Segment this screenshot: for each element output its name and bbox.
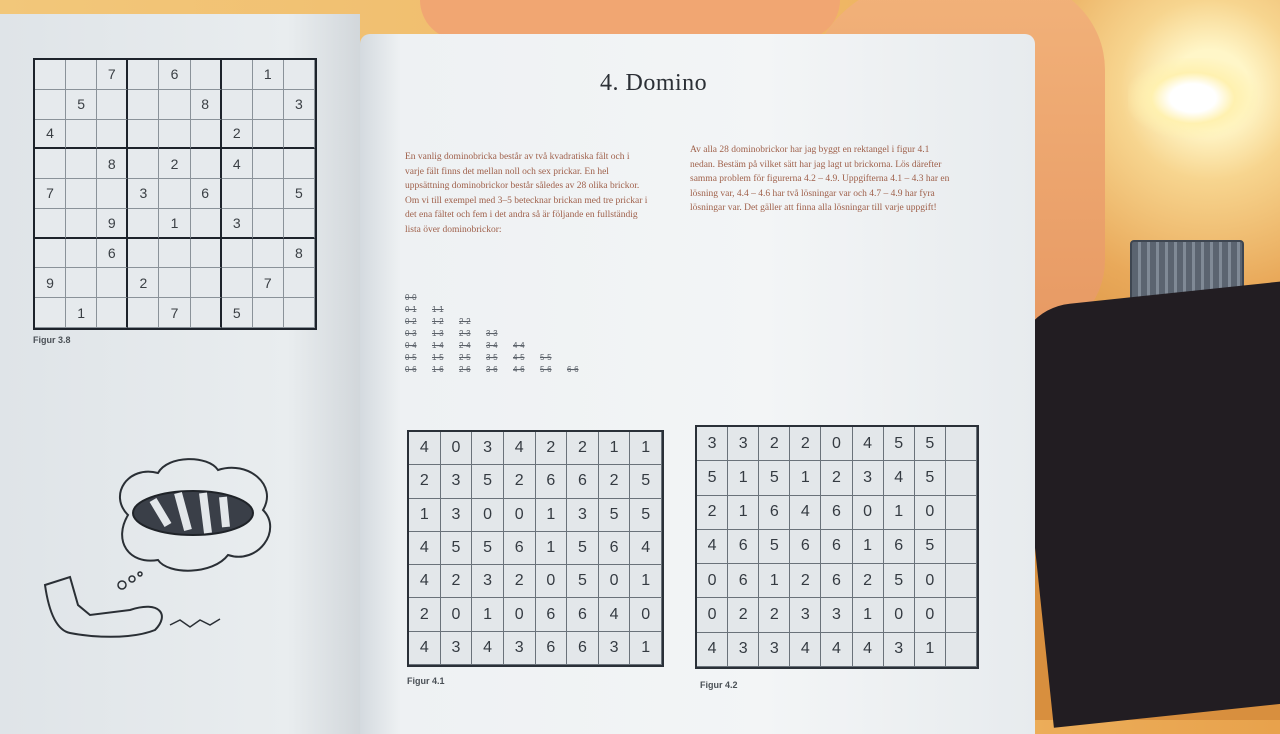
domino-grid-cell: 4: [790, 633, 821, 667]
domino-grid-cell: 6: [567, 598, 599, 631]
domino-grid-cell: 4: [821, 633, 852, 667]
domino-grid-cell: 2: [759, 427, 790, 461]
sudoku-cell: [128, 239, 159, 269]
sudoku-cell: [35, 298, 66, 328]
domino-list-row: [405, 316, 635, 328]
sudoku-cell: 5: [66, 90, 97, 120]
domino-grid-cell: [946, 633, 977, 667]
domino-grid-cell: 1: [630, 432, 662, 465]
domino-grid-cell: 3: [472, 565, 504, 598]
sudoku-cell: [253, 149, 284, 179]
sudoku-cell: [97, 268, 128, 298]
sudoku-cell: [35, 60, 66, 90]
sudoku-cell: [66, 268, 97, 298]
domino-grid-cell: 0: [599, 565, 631, 598]
domino-grid-cell: 4: [504, 432, 536, 465]
sudoku-cell: [191, 209, 222, 239]
domino-list-item: 4-5: [513, 353, 525, 362]
chapter-title: 4. Domino: [600, 70, 708, 96]
sudoku-cell: [35, 149, 66, 179]
domino-grid-cell: [946, 598, 977, 632]
sudoku-cell: [66, 239, 97, 269]
sudoku-cell: 8: [191, 90, 222, 120]
domino-grid-cell: 0: [884, 598, 915, 632]
sudoku-cell: [97, 120, 128, 150]
domino-list-item: 0-1: [405, 305, 417, 314]
domino-grid-cell: 6: [536, 632, 568, 665]
thought-bubble-illustration: [108, 455, 278, 575]
domino-grid-cell: 5: [915, 530, 946, 564]
domino-grid-cell: 5: [884, 427, 915, 461]
domino-grid-cell: 0: [853, 496, 884, 530]
domino-list-item: 1-6: [432, 365, 444, 374]
domino-grid-cell: 2: [441, 565, 473, 598]
domino-grid-cell: 3: [884, 633, 915, 667]
domino-grid-cell: 3: [853, 461, 884, 495]
domino-grid-cell: 6: [504, 532, 536, 565]
domino-grid-cell: 0: [697, 564, 728, 598]
domino-list-item: 0-2: [405, 317, 417, 326]
task-paragraph: Av alla 28 dominobrickor har jag byggt en rektangel i figur 4.1 nedan. Bestäm på vilket sätt har jag lagt ut brickorna. Lös därefter samma problem för figurerna 4.2 – 4.9. Uppgifterna 4.1 – 4.3 har en lösning var, 4.4 – 4.6 har två lösningar var och 4.7 – 4.9 har fyra lösningar var. Det gäller att finna alla lösningar till varje uppgift!: [690, 145, 950, 213]
sudoku-cell: 6: [97, 239, 128, 269]
sudoku-cell: [66, 60, 97, 90]
domino-grid-cell: 1: [853, 530, 884, 564]
sudoku-cell: 1: [66, 298, 97, 328]
domino-grid-cell: 4: [409, 532, 441, 565]
domino-grid-cell: 4: [790, 496, 821, 530]
domino-list-item: 0-4: [405, 341, 417, 350]
domino-grid-cell: [946, 427, 977, 461]
sudoku-cell: [191, 298, 222, 328]
domino-grid-cell: 1: [853, 598, 884, 632]
domino-grid-cell: 6: [536, 598, 568, 631]
intro-paragraph: En vanlig dominobricka består av två kvadratiska fält och i varje fält finns det mellan noll och sex prickar. En hel uppsättning dominobrickor består således av 28 olika brickor. Om vi till exempel med 3–5 betecknar brickan med tre prickar i det ena fältet och fem i det andra så är följande en fullständig lista över dominobrickor:: [405, 152, 648, 235]
domino-list-item: 3-4: [486, 341, 498, 350]
domino-list-item: 5-6: [540, 365, 552, 374]
sudoku-cell: [191, 120, 222, 150]
sudoku-cell: [128, 209, 159, 239]
sudoku-cell: [159, 268, 190, 298]
sudoku-cell: 5: [222, 298, 253, 328]
sudoku-cell: [284, 268, 315, 298]
sudoku-cell: [191, 239, 222, 269]
domino-grid-cell: 5: [472, 465, 504, 498]
domino-grid-cell: 1: [728, 461, 759, 495]
domino-grid-cell: 5: [759, 461, 790, 495]
sudoku-cell: [253, 90, 284, 120]
domino-grid-cell: 6: [821, 530, 852, 564]
domino-list-item: 4-6: [513, 365, 525, 374]
domino-grid-cell: 4: [472, 632, 504, 665]
sudoku-cell: [66, 149, 97, 179]
domino-list-item: 3-5: [486, 353, 498, 362]
domino-grid-cell: [946, 530, 977, 564]
sudoku-cell: [66, 120, 97, 150]
sudoku-cell: [159, 120, 190, 150]
domino-grid-cell: 2: [821, 461, 852, 495]
domino-grid-cell: 6: [536, 465, 568, 498]
domino-grid-cell: 2: [409, 465, 441, 498]
sudoku-cell: [128, 120, 159, 150]
domino-grid-cell: 5: [884, 564, 915, 598]
sudoku-cell: 2: [128, 268, 159, 298]
domino-grid-cell: 3: [441, 499, 473, 532]
sudoku-cell: [284, 60, 315, 90]
domino-list-item: 3-6: [486, 365, 498, 374]
domino-grid-cell: 5: [915, 461, 946, 495]
domino-list-item: 0-6: [405, 365, 417, 374]
domino-grid-cell: 3: [567, 499, 599, 532]
domino-grid-cell: 3: [790, 598, 821, 632]
domino-grid-cell: 1: [759, 564, 790, 598]
sudoku-grid: [33, 58, 317, 330]
domino-grid-cell: 6: [821, 496, 852, 530]
sudoku-cell: [253, 239, 284, 269]
domino-list-item: 5-5: [540, 353, 552, 362]
domino-grid-cell: 3: [599, 632, 631, 665]
sudoku-cell: [159, 90, 190, 120]
sudoku-cell: 2: [159, 149, 190, 179]
domino-grid-figure-4-2: [695, 425, 979, 669]
domino-grid-cell: 2: [536, 432, 568, 465]
domino-grid-cell: 0: [915, 564, 946, 598]
domino-list-row: [405, 292, 635, 304]
domino-grid-figure-4-1: [407, 430, 664, 667]
domino-grid-cell: 1: [790, 461, 821, 495]
domino-grid-cell: 2: [790, 427, 821, 461]
sudoku-cell: [253, 298, 284, 328]
domino-list-item: 2-4: [459, 341, 471, 350]
domino-grid-cell: 4: [697, 530, 728, 564]
domino-grid-cell: 0: [504, 598, 536, 631]
domino-grid-cell: 0: [536, 565, 568, 598]
domino-list-item: 2-3: [459, 329, 471, 338]
domino-grid-cell: 5: [567, 532, 599, 565]
sudoku-cell: [253, 209, 284, 239]
sudoku-cell: [222, 179, 253, 209]
domino-list-item: 6-6: [567, 365, 579, 374]
sudoku-cell: [222, 60, 253, 90]
domino-grid-cell: 3: [728, 633, 759, 667]
sudoku-cell: 5: [284, 179, 315, 209]
domino-list-item: 4-4: [513, 341, 525, 350]
domino-grid-cell: [946, 564, 977, 598]
domino-grid-cell: 3: [441, 632, 473, 665]
domino-grid-cell: 1: [630, 632, 662, 665]
domino-grid-cell: 5: [567, 565, 599, 598]
domino-list-item: 0-0: [405, 293, 417, 302]
domino-grid-cell: 2: [409, 598, 441, 631]
sudoku-cell: 9: [35, 268, 66, 298]
sudoku-cell: 4: [35, 120, 66, 150]
figure-4-2-label: Figur 4.2: [700, 680, 738, 690]
domino-grid-cell: 4: [884, 461, 915, 495]
sudoku-cell: [97, 179, 128, 209]
domino-list: [405, 292, 635, 376]
sudoku-cell: 6: [191, 179, 222, 209]
sudoku-figure-label: Figur 3.8: [33, 335, 71, 345]
domino-grid-cell: 4: [409, 565, 441, 598]
sudoku-cell: [159, 179, 190, 209]
dark-sleeve: [1010, 281, 1280, 728]
domino-grid-cell: 1: [536, 532, 568, 565]
sleeping-figure-illustration: [30, 565, 230, 645]
domino-grid-cell: 3: [697, 427, 728, 461]
sudoku-cell: [35, 239, 66, 269]
domino-list-row: [405, 364, 635, 376]
domino-grid-cell: 2: [504, 565, 536, 598]
domino-grid-cell: 3: [821, 598, 852, 632]
domino-list-item: 1-3: [432, 329, 444, 338]
sudoku-cell: [66, 179, 97, 209]
sudoku-cell: [128, 149, 159, 179]
domino-grid-cell: 0: [441, 432, 473, 465]
domino-grid-cell: 6: [567, 632, 599, 665]
domino-grid-cell: 5: [630, 499, 662, 532]
sudoku-cell: [66, 209, 97, 239]
domino-list-item: 2-2: [459, 317, 471, 326]
domino-grid-cell: 2: [759, 598, 790, 632]
sudoku-cell: [97, 298, 128, 328]
sudoku-cell: [128, 60, 159, 90]
sudoku-cell: 3: [284, 90, 315, 120]
sudoku-cell: 4: [222, 149, 253, 179]
sudoku-cell: [222, 90, 253, 120]
domino-grid-cell: 1: [472, 598, 504, 631]
domino-grid-cell: 5: [759, 530, 790, 564]
sudoku-cell: [191, 268, 222, 298]
domino-list-item: 2-5: [459, 353, 471, 362]
domino-grid-cell: 4: [409, 432, 441, 465]
domino-grid-cell: 5: [697, 461, 728, 495]
sudoku-cell: 7: [97, 60, 128, 90]
sudoku-cell: [191, 149, 222, 179]
sudoku-cell: [222, 239, 253, 269]
sudoku-cell: 8: [97, 149, 128, 179]
domino-grid-cell: 5: [599, 499, 631, 532]
domino-grid-cell: 1: [915, 633, 946, 667]
sudoku-cell: [284, 298, 315, 328]
domino-grid-cell: 4: [853, 427, 884, 461]
domino-grid-cell: 5: [630, 465, 662, 498]
domino-grid-cell: 0: [915, 496, 946, 530]
sudoku-cell: [284, 149, 315, 179]
sudoku-cell: [35, 90, 66, 120]
sudoku-cell: [284, 209, 315, 239]
domino-grid-cell: 2: [790, 564, 821, 598]
domino-grid-cell: 6: [599, 532, 631, 565]
sudoku-cell: 7: [253, 268, 284, 298]
domino-grid-cell: 1: [630, 565, 662, 598]
domino-list-row: [405, 352, 635, 364]
domino-grid-cell: 2: [728, 598, 759, 632]
domino-grid-cell: 2: [599, 465, 631, 498]
domino-grid-cell: 6: [728, 530, 759, 564]
domino-grid-cell: 3: [759, 633, 790, 667]
domino-list-item: 1-5: [432, 353, 444, 362]
domino-list-item: 1-1: [432, 305, 444, 314]
domino-list-item: 1-2: [432, 317, 444, 326]
domino-grid-cell: 3: [472, 432, 504, 465]
domino-grid-cell: 1: [536, 499, 568, 532]
domino-grid-cell: 5: [472, 532, 504, 565]
sudoku-cell: [128, 90, 159, 120]
domino-grid-cell: 4: [853, 633, 884, 667]
sudoku-cell: 9: [97, 209, 128, 239]
domino-grid-cell: 0: [697, 598, 728, 632]
domino-grid-cell: 2: [504, 465, 536, 498]
domino-grid-cell: 6: [884, 530, 915, 564]
domino-grid-cell: 3: [504, 632, 536, 665]
domino-grid-cell: 4: [599, 598, 631, 631]
sudoku-cell: 6: [159, 60, 190, 90]
sudoku-cell: [284, 120, 315, 150]
domino-grid-cell: 6: [567, 465, 599, 498]
domino-grid-cell: 0: [472, 499, 504, 532]
domino-grid-cell: 4: [409, 632, 441, 665]
domino-grid-cell: 2: [567, 432, 599, 465]
sudoku-cell: [253, 179, 284, 209]
domino-grid-cell: 5: [441, 532, 473, 565]
domino-list-item: 1-4: [432, 341, 444, 350]
domino-grid-cell: 0: [504, 499, 536, 532]
domino-grid-cell: 4: [630, 532, 662, 565]
domino-list-item: 0-3: [405, 329, 417, 338]
domino-grid-cell: [946, 461, 977, 495]
domino-grid-cell: 1: [728, 496, 759, 530]
domino-grid-cell: 2: [697, 496, 728, 530]
domino-grid-cell: 0: [441, 598, 473, 631]
ceiling-lamp: [1128, 58, 1258, 138]
sudoku-cell: [253, 120, 284, 150]
sudoku-cell: 8: [284, 239, 315, 269]
sudoku-cell: 1: [159, 209, 190, 239]
domino-grid-cell: 0: [630, 598, 662, 631]
domino-grid-cell: 3: [728, 427, 759, 461]
sudoku-cell: 1: [253, 60, 284, 90]
sudoku-cell: 3: [222, 209, 253, 239]
domino-grid-cell: 1: [884, 496, 915, 530]
domino-list-item: 3-3: [486, 329, 498, 338]
sudoku-cell: [222, 268, 253, 298]
figure-4-1-label: Figur 4.1: [407, 676, 445, 686]
domino-grid-cell: 3: [441, 465, 473, 498]
domino-list-row: [405, 304, 635, 316]
domino-list-item: 2-6: [459, 365, 471, 374]
domino-list-item: 0-5: [405, 353, 417, 362]
sudoku-cell: 7: [35, 179, 66, 209]
domino-grid-cell: 6: [728, 564, 759, 598]
domino-grid-cell: 6: [821, 564, 852, 598]
domino-list-row: [405, 328, 635, 340]
domino-grid-cell: 0: [915, 598, 946, 632]
sudoku-cell: [97, 90, 128, 120]
sudoku-cell: [191, 60, 222, 90]
sudoku-cell: 2: [222, 120, 253, 150]
domino-grid-cell: [946, 496, 977, 530]
domino-grid-cell: 4: [697, 633, 728, 667]
domino-grid-cell: 0: [821, 427, 852, 461]
domino-grid-cell: 6: [790, 530, 821, 564]
sudoku-cell: [159, 239, 190, 269]
domino-grid-cell: 6: [759, 496, 790, 530]
domino-grid-cell: 5: [915, 427, 946, 461]
sudoku-cell: 3: [128, 179, 159, 209]
domino-grid-cell: 2: [853, 564, 884, 598]
sudoku-cell: 7: [159, 298, 190, 328]
sudoku-cell: [35, 209, 66, 239]
domino-list-row: [405, 340, 635, 352]
sudoku-cell: [128, 298, 159, 328]
domino-grid-cell: 1: [599, 432, 631, 465]
domino-grid-cell: 1: [409, 499, 441, 532]
